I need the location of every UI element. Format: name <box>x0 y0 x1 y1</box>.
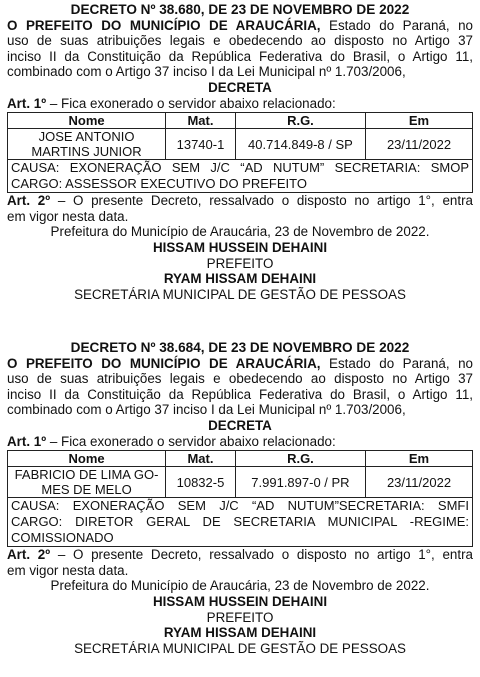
header-em: Em <box>366 113 473 129</box>
header-nome: Nome <box>8 451 166 467</box>
art1-line <box>7 434 473 450</box>
server-table <box>7 112 473 193</box>
preamble-authority: O PREFEITO DO MUNICÍPIO DE ARAUCÁRIA, <box>7 17 321 33</box>
decree-38680 <box>7 2 473 302</box>
preamble-line-1 <box>7 356 473 372</box>
preamble-line-3: inciso II da Constituição da República Federativa do Brasil, o Artigo 11, <box>7 48 473 64</box>
decree-38684 <box>7 340 473 656</box>
table-header-row <box>8 451 473 467</box>
decreta-heading: DECRETA <box>208 417 272 433</box>
cell-nome <box>8 467 166 498</box>
art1-text: – Fica exonerado o servidor abaixo relacionado: <box>46 95 336 111</box>
cell-em: 23/11/2022 <box>366 467 473 498</box>
causa-line-2: CARGO: ASSESSOR EXECUTIVO DO PREFEITO <box>11 176 307 192</box>
art1-text: – Fica exonerado o servidor abaixo relacionado: <box>46 433 336 449</box>
preamble-authority: O PREFEITO DO MUNICÍPIO DE ARAUCÁRIA, <box>7 355 321 371</box>
header-rg: R.G. <box>235 451 365 467</box>
preamble-line-4: combinado com o Artigo 37 inciso I da Lei Municipal nº 1.703/2006, <box>7 64 406 80</box>
art1-label: Art. 1º <box>7 433 47 449</box>
preamble-line-2: uso de suas atribuições legais e obedecendo ao disposto no Artigo 37 <box>7 371 473 387</box>
nome-line-2: MES DE MELO <box>41 482 132 498</box>
causa-cell <box>8 160 473 193</box>
causa-line-2: CARGO: DIRETOR GERAL DE SECRETARIA MUNICIPAL -REGIME: <box>11 514 469 530</box>
signer-2-name: RYAM HISSAM DEHAINI <box>163 271 317 287</box>
cell-mat: 13740-1 <box>166 129 236 160</box>
signer-1-role: PREFEITO <box>206 255 274 271</box>
preamble-line-1-rest: Estado do Paraná, no <box>320 17 474 33</box>
causa-line-1: CAUSA: EXONERAÇÃO SEM J/C “AD NUTUM”SECRETARIA: SMFI <box>11 498 469 514</box>
header-rg: R.G. <box>235 113 365 129</box>
art2-line-2: em vigor nesta data. <box>7 208 129 224</box>
table-header-row <box>8 113 473 129</box>
place-date: Prefeitura do Município de Araucária, 23 de Novembro de 2022. <box>50 224 430 240</box>
art2-line-1 <box>7 547 473 563</box>
signer-1-name: HISSAM HUSSEIN DEHAINI <box>152 239 328 255</box>
header-mat: Mat. <box>166 451 236 467</box>
signer-2-name: RYAM HISSAM DEHAINI <box>163 625 317 641</box>
decree-title: DECRETO Nº 38.680, DE 23 DE NOVEMBRO DE 2022 <box>70 2 410 17</box>
preamble-line-1-rest: Estado do Paraná, no <box>320 355 474 371</box>
cell-rg: 7.991.897-0 / PR <box>235 467 365 498</box>
nome-line-1: JOSE ANTONIO <box>38 129 135 145</box>
art2-line-1 <box>7 193 473 209</box>
signer-2-role: SECRETÁRIA MUNICIPAL DE GESTÃO DE PESSOAS <box>74 286 406 302</box>
causa-line-3: COMISSIONADO <box>11 530 114 546</box>
preamble-line-4: combinado com o Artigo 37 inciso I da Lei Municipal nº 1.703/2006, <box>7 402 406 418</box>
art2-text: – O presente Decreto, ressalvado o disposto no artigo 1°, entra <box>50 547 473 563</box>
signer-2-role: SECRETÁRIA MUNICIPAL DE GESTÃO DE PESSOAS <box>74 640 406 656</box>
causa-line-1: CAUSA: EXONERAÇÃO SEM J/C “AD NUTUM” SECRETARIA: SMOP <box>11 160 469 176</box>
table-row <box>8 467 473 498</box>
decreta-heading: DECRETA <box>208 79 272 95</box>
header-nome: Nome <box>8 113 166 129</box>
causa-row <box>8 160 473 193</box>
signer-1-name: HISSAM HUSSEIN DEHAINI <box>152 593 328 609</box>
server-table <box>7 450 473 547</box>
table-row <box>8 129 473 160</box>
place-date: Prefeitura do Município de Araucária, 23 de Novembro de 2022. <box>50 578 430 594</box>
decree-title: DECRETO Nº 38.684, DE 23 DE NOVEMBRO DE 2022 <box>70 340 410 355</box>
cell-mat: 10832-5 <box>166 467 236 498</box>
cell-rg: 40.714.849-8 / SP <box>235 129 365 160</box>
preamble-line-1 <box>7 18 473 34</box>
cell-nome <box>8 129 166 160</box>
nome-line-2: MARTINS JUNIOR <box>31 144 142 160</box>
art2-label: Art. 2º <box>7 547 51 563</box>
art2-line-2: em vigor nesta data. <box>7 562 129 578</box>
cell-em: 23/11/2022 <box>366 129 473 160</box>
header-mat: Mat. <box>166 113 236 129</box>
causa-row <box>8 498 473 547</box>
preamble-line-3: inciso II da Constituição da República Federativa do Brasil, o Artigo 11, <box>7 386 473 402</box>
art1-line <box>7 96 473 112</box>
causa-cell <box>8 498 473 547</box>
art2-text: – O presente Decreto, ressalvado o disposto no artigo 1°, entra <box>50 193 473 209</box>
preamble-line-2: uso de suas atribuições legais e obedecendo ao disposto no Artigo 37 <box>7 33 473 49</box>
signer-1-role: PREFEITO <box>206 609 274 625</box>
art2-label: Art. 2º <box>7 193 51 209</box>
art1-label: Art. 1º <box>7 95 47 111</box>
nome-line-1: FABRICIO DE LIMA GO- <box>14 467 159 483</box>
header-em: Em <box>366 451 473 467</box>
